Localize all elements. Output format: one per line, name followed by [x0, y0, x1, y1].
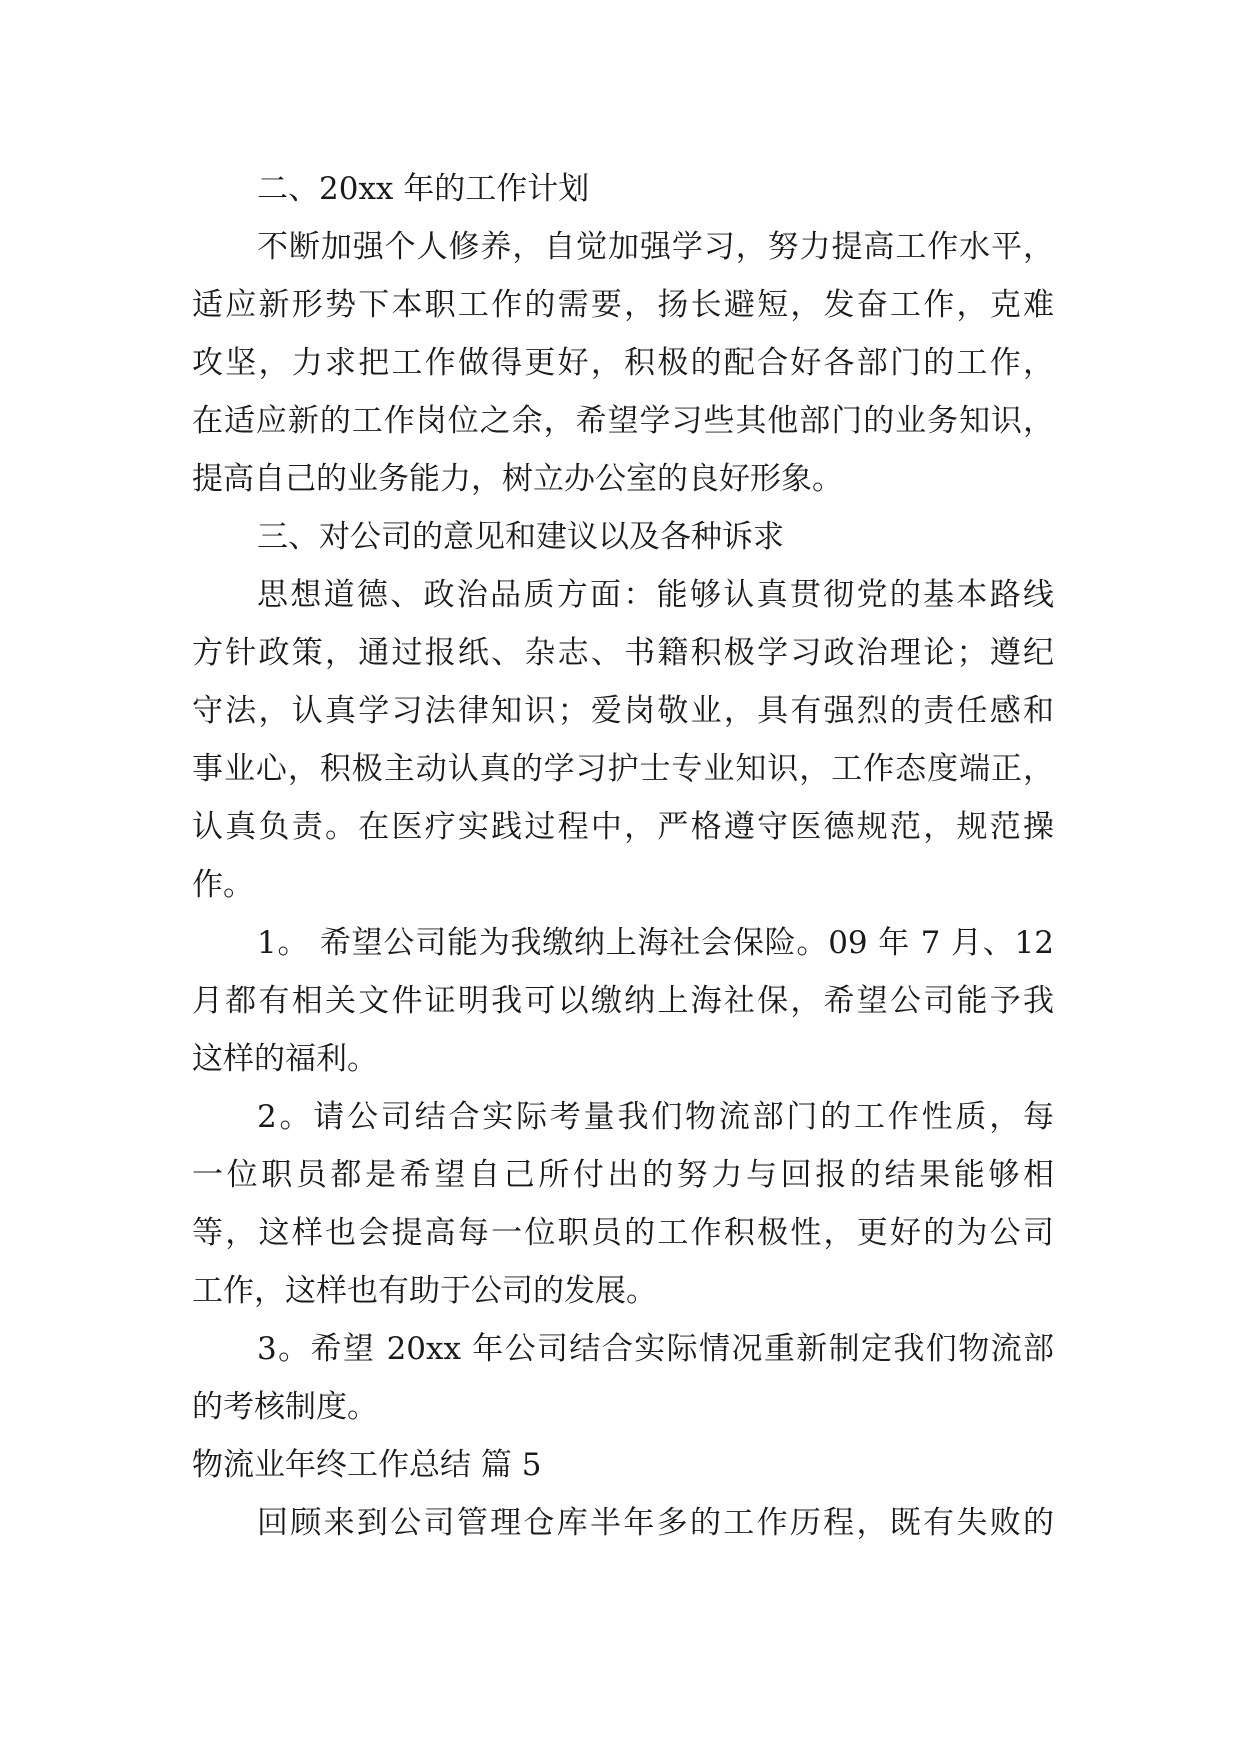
- paragraph-line: 思想道德、政治品质方面：能够认真贯彻党的基本路线: [257, 577, 1054, 613]
- heading-suggestions: 三、对公司的意见和建议以及各种诉求: [257, 519, 784, 555]
- paragraph-line: 事业心，积极主动认真的学习护士专业知识，工作态度端正，: [192, 751, 1054, 787]
- paragraph-line: 守法，认真学习法律知识；爱岗敬业，具有强烈的责任感和: [192, 693, 1054, 729]
- list-item-2: 2。请公司结合实际考量我们物流部门的工作性质，每: [257, 1099, 1054, 1135]
- paragraph-line: 适应新形势下本职工作的需要，扬长避短，发奋工作，克难: [192, 287, 1054, 323]
- paragraph-line: 作。: [192, 867, 254, 903]
- section-title: 物流业年终工作总结 篇 5: [192, 1447, 542, 1483]
- paragraph-line: 回顾来到公司管理仓库半年多的工作历程，既有失败的: [257, 1505, 1054, 1541]
- paragraph-line: 攻坚，力求把工作做得更好，积极的配合好各部门的工作，: [192, 345, 1054, 381]
- paragraph-line: 的考核制度。: [192, 1389, 378, 1425]
- paragraph-line: 提高自己的业务能力，树立办公室的良好形象。: [192, 461, 843, 497]
- paragraph-line: 月都有相关文件证明我可以缴纳上海社保，希望公司能予我: [192, 983, 1054, 1019]
- paragraph-line: 这样的福利。: [192, 1041, 378, 1077]
- paragraph-line: 工作，这样也有助于公司的发展。: [192, 1273, 657, 1309]
- paragraph-line: 不断加强个人修养，自觉加强学习，努力提高工作水平，: [257, 229, 1054, 265]
- list-item-1: 1。 希望公司能为我缴纳上海社会保险。09 年 7 月、12: [257, 925, 1054, 961]
- paragraph-line: 认真负责。在医疗实践过程中，严格遵守医德规范，规范操: [192, 809, 1054, 845]
- document-body: [192, 160, 1054, 1552]
- paragraph-line: 一位职员都是希望自己所付出的努力与回报的结果能够相: [192, 1157, 1054, 1193]
- heading-work-plan: 二、20xx 年的工作计划: [257, 171, 590, 207]
- paragraph-line: 方针政策，通过报纸、杂志、书籍积极学习政治理论；遵纪: [192, 635, 1054, 671]
- list-item-3: 3。希望 20xx 年公司结合实际情况重新制定我们物流部: [257, 1331, 1054, 1367]
- paragraph-line: 在适应新的工作岗位之余，希望学习些其他部门的业务知识，: [192, 403, 1054, 439]
- paragraph-line: 等，这样也会提高每一位职员的工作积极性，更好的为公司: [192, 1215, 1054, 1251]
